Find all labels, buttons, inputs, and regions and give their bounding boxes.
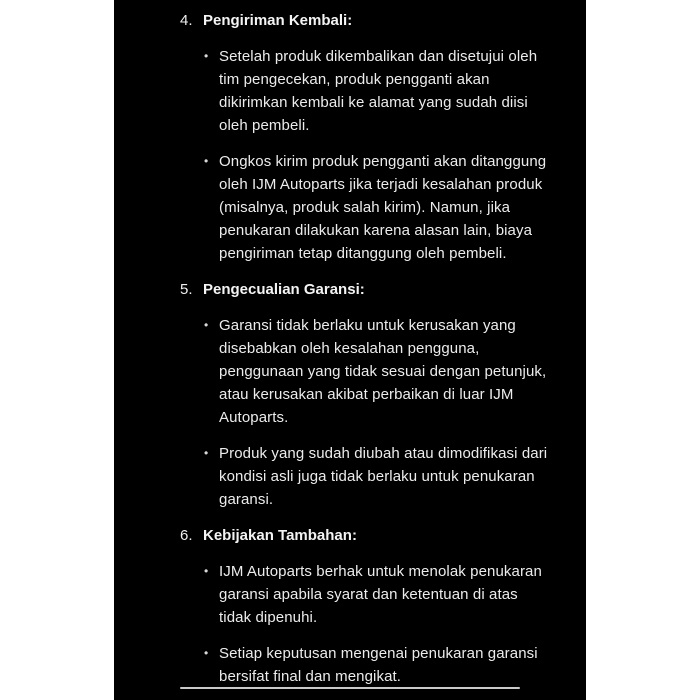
bullet-icon: •	[204, 49, 209, 63]
bullet-text: Ongkos kirim produk pengganti akan ditanggung oleh IJM Autoparts jika terjadi kesalahan produk (misalnya, produk salah kirim). Namun, jika penukaran dilakukan karena alasan lain, biaya pengiriman tetap ditanggung oleh pembeli.	[219, 153, 547, 262]
bullet-icon: •	[204, 446, 209, 460]
document-panel	[114, 0, 586, 700]
bullet-list	[204, 314, 552, 511]
bullet-icon: •	[204, 564, 209, 578]
bullet-icon: •	[204, 646, 209, 660]
bullet-icon: •	[204, 154, 209, 168]
bullet-list	[204, 45, 552, 265]
bullet-text: Setiap keputusan mengenai penukaran garansi bersifat final dan mengikat.	[219, 645, 538, 685]
section-title-wrap	[203, 9, 352, 32]
bullet-text: Garansi tidak berlaku untuk kerusakan yang disebabkan oleh kesalahan pengguna, penggunaan yang tidak sesuai dengan petunjuk, atau kerusakan akibat perbaikan di luar IJM Autoparts.	[219, 317, 547, 426]
section-title: Pengecualian Garansi	[203, 281, 360, 298]
section-title: Pengiriman Kembali	[203, 12, 348, 29]
section-title-colon: :	[347, 12, 353, 29]
section-heading	[180, 9, 552, 32]
section-title-wrap	[203, 524, 357, 547]
section-pengecualian-garansi	[180, 278, 552, 511]
list-item	[204, 642, 552, 688]
bullet-text: Produk yang sudah diubah atau dimodifikasi dari kondisi asli juga tidak berlaku untuk penukaran garansi.	[219, 445, 548, 508]
section-title-colon: :	[359, 281, 365, 298]
section-title: Kebijakan Tambahan	[203, 527, 352, 544]
bullet-text: Setelah produk dikembalikan dan disetujui oleh tim pengecekan, produk pengganti akan dikirimkan kembali ke alamat yang sudah diisi oleh pembeli.	[219, 48, 538, 134]
footer-divider	[180, 687, 520, 689]
section-heading	[180, 524, 552, 547]
list-item	[204, 442, 552, 511]
list-item	[204, 560, 552, 629]
section-heading	[180, 278, 552, 301]
section-number: 6.	[180, 527, 193, 544]
list-item	[204, 45, 552, 137]
section-title-colon: :	[351, 527, 357, 544]
section-number: 5.	[180, 281, 193, 298]
section-kebijakan-tambahan	[180, 524, 552, 688]
section-title-wrap	[203, 278, 365, 301]
list-item	[204, 314, 552, 429]
list-item	[204, 150, 552, 265]
bullet-text: IJM Autoparts berhak untuk menolak penukaran garansi apabila syarat dan ketentuan di atas tidak dipenuhi.	[219, 563, 542, 626]
bullet-icon: •	[204, 318, 209, 332]
bullet-list	[204, 560, 552, 688]
section-number: 4.	[180, 12, 193, 29]
section-pengiriman-kembali	[180, 9, 552, 265]
